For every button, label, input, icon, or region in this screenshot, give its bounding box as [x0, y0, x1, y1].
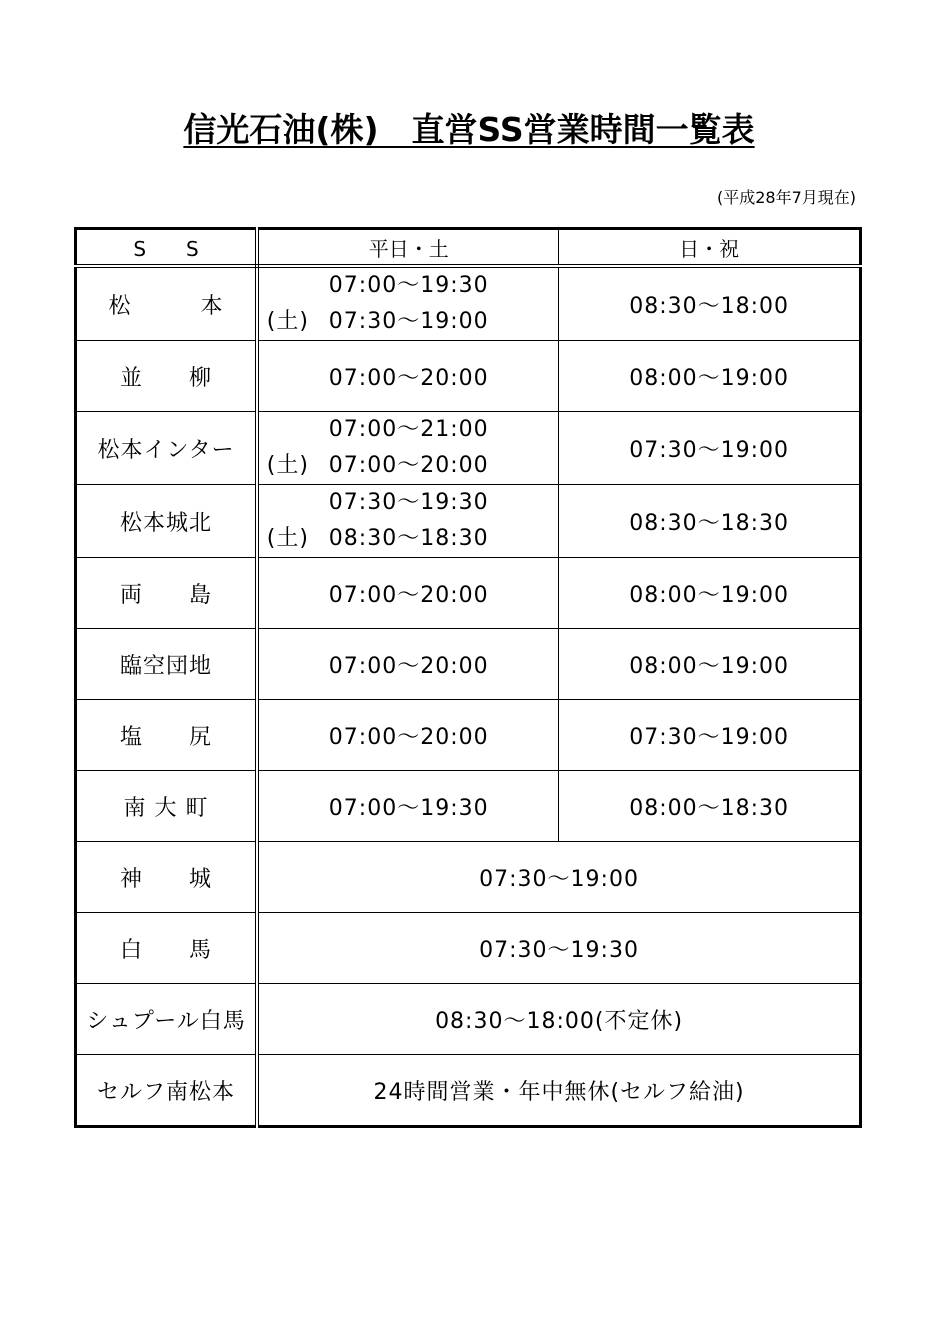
table-row: [76, 913, 861, 984]
table-row: [76, 629, 861, 700]
saturday-line: [266, 448, 489, 484]
station-name: 松 本: [76, 266, 258, 341]
table-row: [76, 266, 861, 341]
holiday-hours: 08:00～19:00: [559, 341, 861, 412]
document-title: 信光石油(株) 直営SS営業時間一覧表: [183, 110, 755, 149]
station-name: セルフ南松本: [76, 1055, 258, 1127]
saturday-prefix: (土): [266, 309, 309, 334]
as-of-date: (平成28年7月現在): [716, 188, 856, 207]
all-days-hours: 07:30～19:00: [257, 842, 860, 913]
station-name: 並 柳: [76, 341, 258, 412]
weekday-hours: [257, 412, 559, 485]
header-holiday: 日・祝: [559, 229, 861, 267]
table-row: [76, 1055, 861, 1127]
business-hours-table: [74, 227, 862, 1128]
weekday-hours: 07:00～20:00: [257, 700, 559, 771]
table-row: [76, 558, 861, 629]
station-name: 両 島: [76, 558, 258, 629]
station-name: 臨空団地: [76, 629, 258, 700]
station-name: 塩 尻: [76, 700, 258, 771]
station-name: 松本インター: [76, 412, 258, 485]
table-row: [76, 341, 861, 412]
all-days-hours: 08:30～18:00(不定休): [257, 984, 860, 1055]
station-name: 松本城北: [76, 485, 258, 558]
weekday-hours: 07:00～19:30: [257, 771, 559, 842]
table-row: [76, 485, 861, 558]
station-name: シュプール白馬: [76, 984, 258, 1055]
saturday-time: 07:00～20:00: [328, 453, 489, 478]
station-name: 白 馬: [76, 913, 258, 984]
table-row: [76, 984, 861, 1055]
header-weekday: 平日・土: [257, 229, 559, 267]
holiday-hours: 08:00～19:00: [559, 558, 861, 629]
table-row: [76, 412, 861, 485]
saturday-line: [266, 521, 489, 557]
header-row: [76, 229, 861, 267]
holiday-hours: 08:00～19:00: [559, 629, 861, 700]
weekday-hours: [257, 266, 559, 341]
weekday-time: 07:00～21:00: [328, 417, 489, 442]
weekday-hours: 07:00～20:00: [257, 558, 559, 629]
holiday-hours: 07:30～19:00: [559, 412, 861, 485]
weekday-time: 07:00～19:30: [328, 273, 489, 298]
saturday-time: 08:30～18:30: [328, 526, 489, 551]
all-days-hours: 24時間営業・年中無休(セルフ給油): [257, 1055, 860, 1127]
table-row: [76, 771, 861, 842]
table-row: [76, 842, 861, 913]
saturday-line: [266, 304, 489, 340]
weekday-hours: [257, 485, 559, 558]
weekday-hours: 07:00～20:00: [257, 341, 559, 412]
saturday-time: 07:30～19:00: [328, 309, 489, 334]
saturday-prefix: (土): [266, 453, 309, 478]
table-row: [76, 700, 861, 771]
station-name: 神 城: [76, 842, 258, 913]
weekday-time: 07:30～19:30: [328, 490, 489, 515]
header-ss: S S: [76, 229, 258, 267]
weekday-hours: 07:00～20:00: [257, 629, 559, 700]
station-name: 南 大 町: [76, 771, 258, 842]
holiday-hours: 08:30～18:00: [559, 266, 861, 341]
holiday-hours: 08:00～18:30: [559, 771, 861, 842]
all-days-hours: 07:30～19:30: [257, 913, 860, 984]
holiday-hours: 07:30～19:00: [559, 700, 861, 771]
saturday-prefix: (土): [266, 526, 309, 551]
holiday-hours: 08:30～18:30: [559, 485, 861, 558]
